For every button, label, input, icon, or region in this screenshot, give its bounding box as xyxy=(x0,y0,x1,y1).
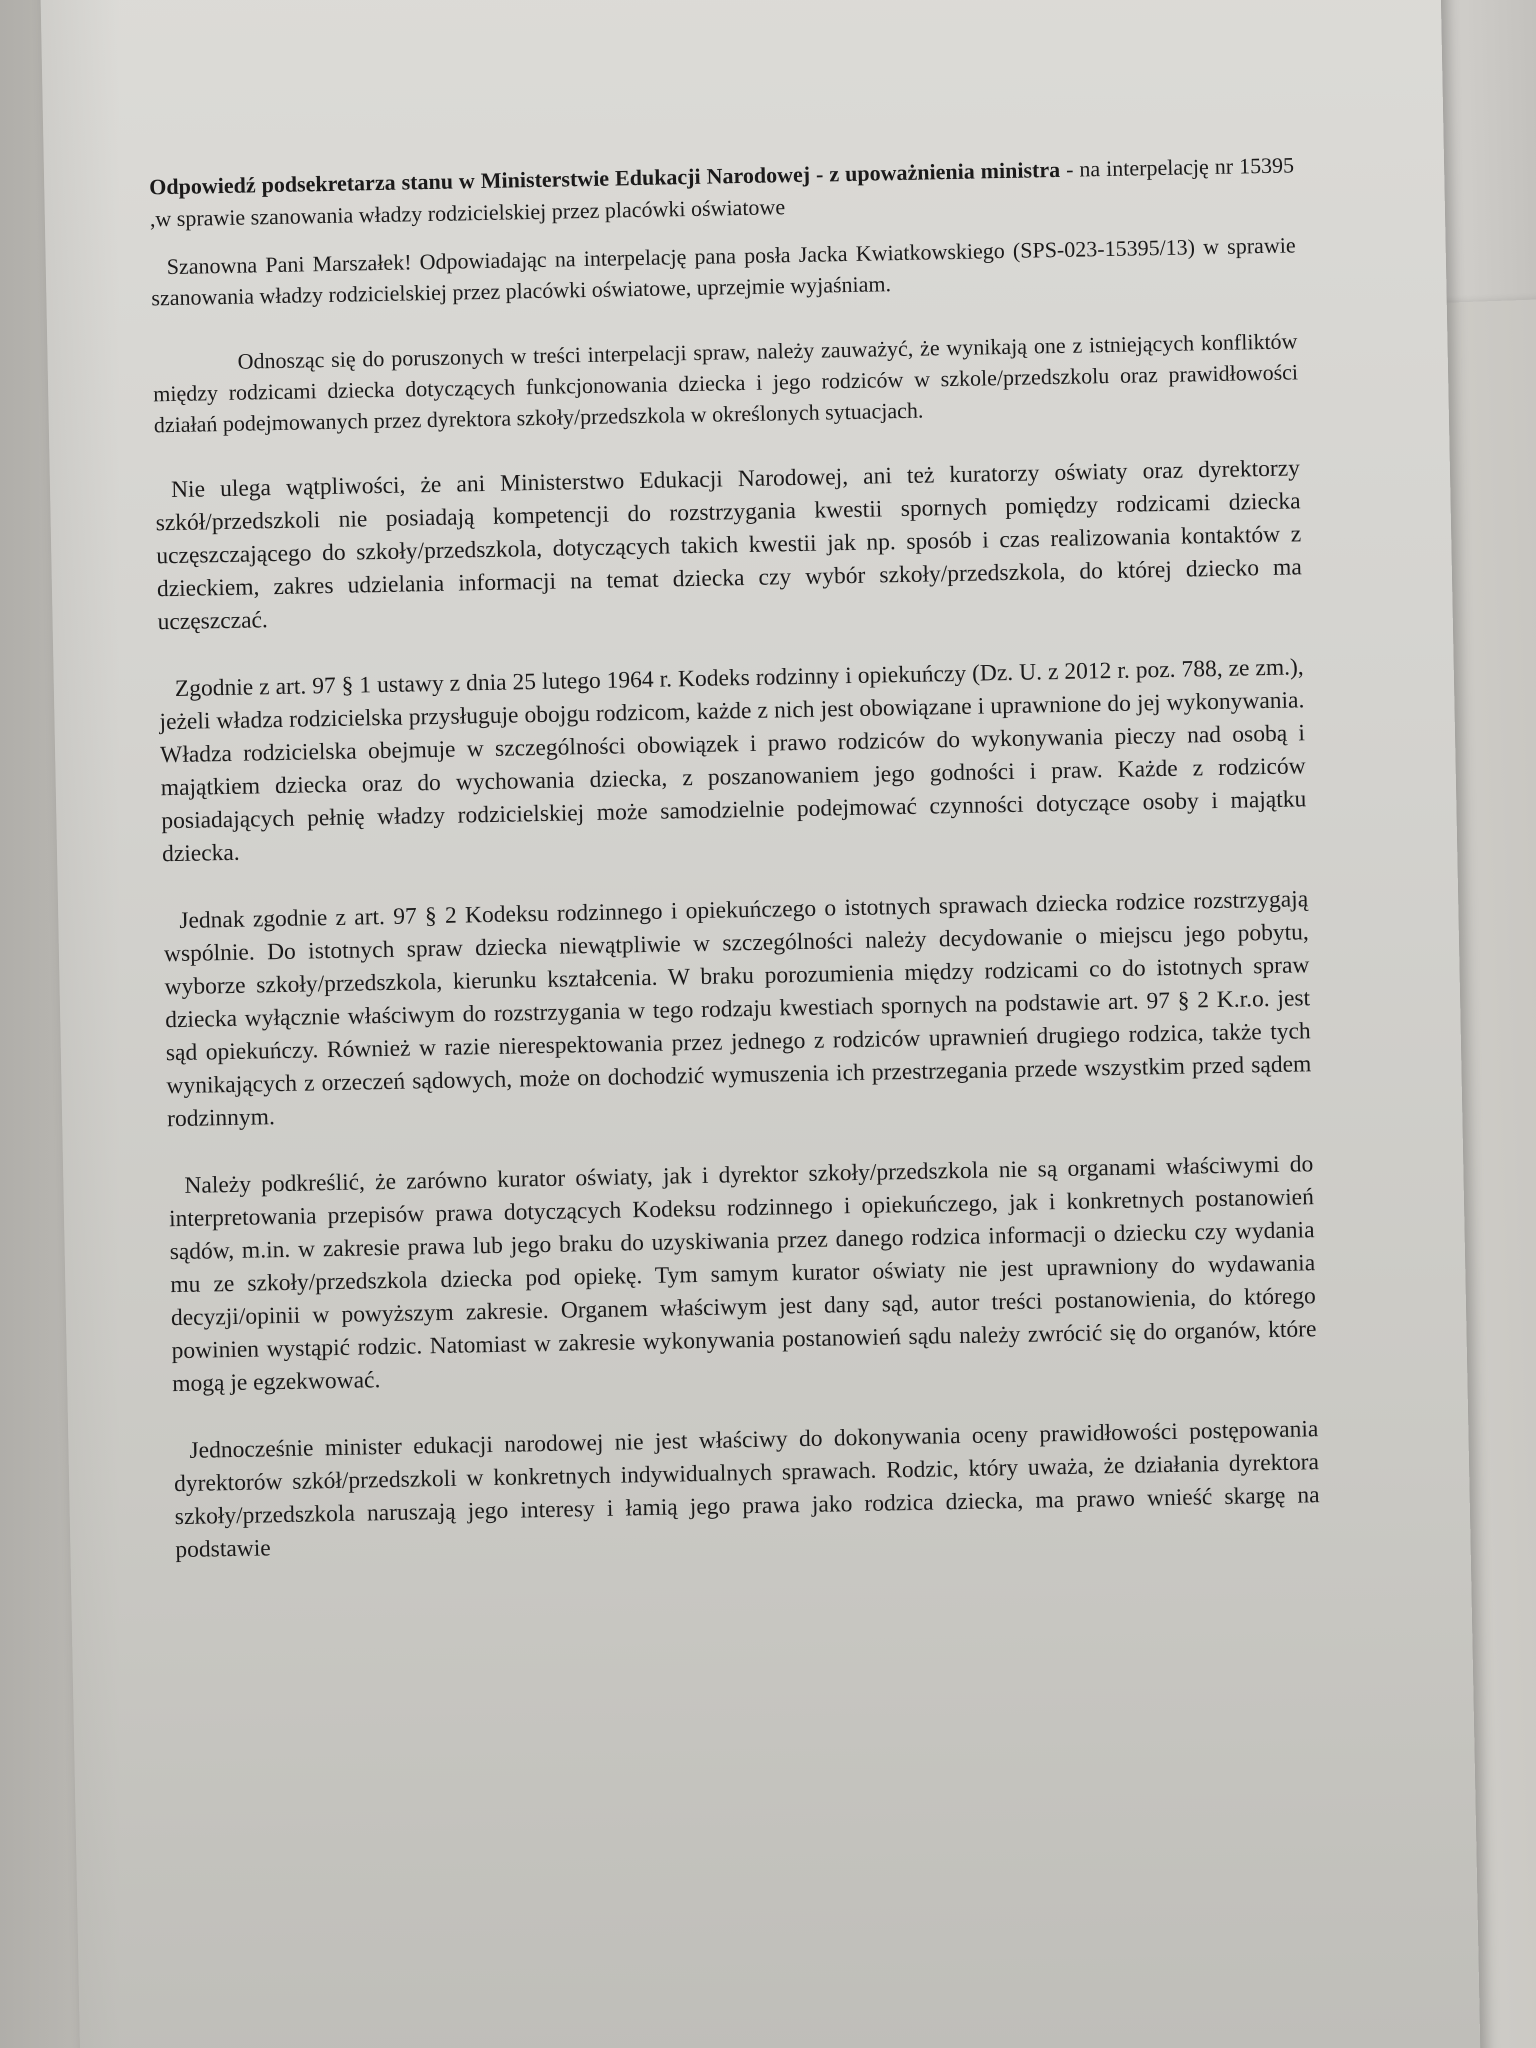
heading-rest: - na interpelację nr 15395 ,w sprawie szanowania władzy rodzicielskiej przez placówki oświatowe xyxy=(149,152,1295,232)
paragraph-7: Jednocześnie minister edukacji narodowej nie jest właściwy do dokonywania oceny prawidłowości postępowania dyrektorów szkół/przedszkoli w konkretnych indywidualnych sprawach. Rodzic, który uważa, że działania dyrektora szkoły/przedszkola naruszają jego interesy i łamią jego prawa jako rodzica dziecka, ma prawo wnieść skargę na podstawie xyxy=(173,1416,1320,1564)
document-body xyxy=(149,149,1321,1601)
paragraph-5: Jednak zgodnie z art. 97 § 2 Kodeksu rodzinnego i opiekuńczego o istotnych sprawach dziecka rodzice rozstrzygają wspólnie. Do istotnych spraw dziecka niewątpliwie w szczególności należy decydowanie o miejscu jego pobytu, wyborze szkoły/przedszkola, kierunku kształcenia. W braku porozumienia między rodzicami co do istotnych spraw dziecka wyłącznie właściwym do rozstrzygania w tego rodzaju kwestiach spornych na podstawie art. 97 § 2 K.r.o. jest sąd opiekuńczy. Również w razie nierespektowania przez jednego z rodziców uprawnień drugiego rodzica, także tych wynikających z orzeczeń sądowych, może on dochodzić wymuszenia ich przestrzegania przede wszystkim przed sądem rodzinnym. xyxy=(163,886,1312,1133)
paragraph-3: Nie ulega wątpliwości, że ani Ministerstwo Edukacji Narodowej, ani też kuratorzy oświaty oraz dyrektorzy szkół/przedszkoli nie posiadają kompetencji do rozstrzygania kwestii spornych pomiędzy rodzicami dziecka uczęszczającego do szkoły/przedszkola, dotyczących takich kwestii jak np. sposób i czas realizowania kontaktów z dzieckiem, zakres udzielania informacji na temat dziecka czy wybór szkoły/przedszkola, do której dziecko ma uczęszczać. xyxy=(155,455,1303,636)
heading-bold: Odpowiedź podsekretarza stanu w Ministerstwie Edukacji Narodowej - z upoważnienia ministra xyxy=(149,156,1061,200)
paragraph-6: Należy podkreślić, że zarówno kurator oświaty, jak i dyrektor szkoły/przedszkola nie są organami właściwymi do interpretowania przepisów prawa dotyczących Kodeksu rodzinnego i opiekuńczego, jak i konkretnych postanowień sądów, m.in. w zakresie prawa lub jego braku do uzyskiwania przez danego rodzica informacji o dziecku czy wydania mu ze szkoły/przedszkola dziecka pod opiekę. Tym samym kurator oświaty nie jest uprawniony do wydawania decyzji/opinii w powyższym zakresie. Organem właściwym jest dany sąd, autor treści postanowienia, do którego powinien wystąpić rodzic. Natomiast w zakresie wykonywania postanowień sądu należy zwrócić się do organów, które mogą je egzekwować. xyxy=(168,1151,1317,1398)
paragraph-1: Szanowna Pani Marszałek! Odpowiadając na interpelację pana posła Jacka Kwiatkowskiego (SPS-023-15395/13) w sprawie szanowania władzy rodzicielskiej przez placówki oświatowe, uprzejmie wyjaśniam. xyxy=(151,232,1296,311)
document-heading xyxy=(149,149,1295,235)
paragraph-2: Odnosząc się do poruszonych w treści interpelacji spraw, należy zauważyć, że wynikają one z istniejących konfliktów między rodzicami dziecka dotyczących funkcjonowania dziecka i jego rodziców w szkole/przedszkolu oraz prawidłowości działań podejmowanych przez dyrektora szkoły/przedszkola w określonych sytuacjach. xyxy=(152,328,1299,438)
document-page xyxy=(40,0,1481,2048)
paragraph-4: Zgodnie z art. 97 § 1 ustawy z dnia 25 lutego 1964 r. Kodeks rodzinny i opiekuńczy (Dz. U. z 2012 r. poz. 788, ze zm.), jeżeli władza rodzicielska przysługuje obojgu rodzicom, każde z nich jest obowiązane i uprawnione do jej wykonywania. Władza rodzicielska obejmuje w szczególności obowiązek i prawo rodziców do wykonywania pieczy nad osobą i majątkiem dziecka oraz do wychowania dziecka, z poszanowaniem jego godności i praw. Każde z rodziców posiadających pełnię władzy rodzicielskiej może samodzielnie podejmować czynności dotyczące osoby i majątku dziecka. xyxy=(159,654,1307,868)
